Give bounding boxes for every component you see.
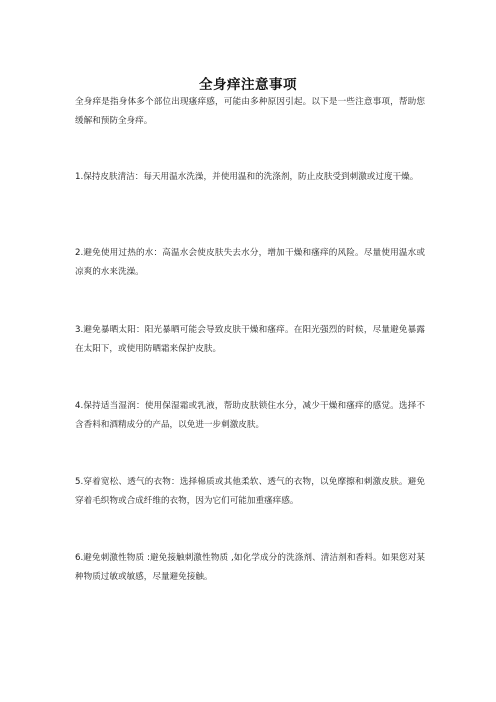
tip-paragraph-5: 5.穿着宽松、透气的衣物：选择棉质或其他柔软、透气的衣物，以免摩擦和刺激皮肤。避免穿着毛织物或合成纤维的衣物，因为它们可能加重瘙痒感。 — [75, 477, 425, 506]
tip-paragraph-1: 1.保持皮肤清洁：每天用温水洗澡，并使用温和的洗涤剂，防止皮肤受到刺激或过度干燥。 — [75, 172, 419, 182]
tip-paragraph-4: 4.保持适当湿润：使用保湿霜或乳液，帮助皮肤锁住水分，减少干燥和瘙痒的感觉。选择不含香料和酒精成分的产品，以免进一步刺激皮肤。 — [75, 401, 425, 430]
tip-paragraph-2: 2.避免使用过热的水：高温水会使皮肤失去水分，增加干燥和瘙痒的风险。尽量使用温水或凉爽的水来洗澡。 — [75, 248, 425, 277]
tip-paragraph-3: 3.避免暴晒太阳：阳光暴晒可能会导致皮肤干燥和瘙痒。在阳光强烈的时候，尽量避免暴露在太阳下，或使用防晒霜来保护皮肤。 — [75, 325, 425, 354]
tip-paragraph-6: 6.避免刺激性物质 :避免接触刺激性物质 ,如化学成分的洗涤剂、清洁剂和香料。如果您对某种物质过敏或敏感，尽量避免接触。 — [75, 553, 425, 582]
intro-paragraph: 全身痒是指身体多个部位出现瘙痒感，可能由多种原因引起。以下是一些注意事项，帮助您缓解和预防全身痒。 — [75, 97, 425, 126]
document-title: 全身痒注意事项 — [199, 77, 297, 94]
